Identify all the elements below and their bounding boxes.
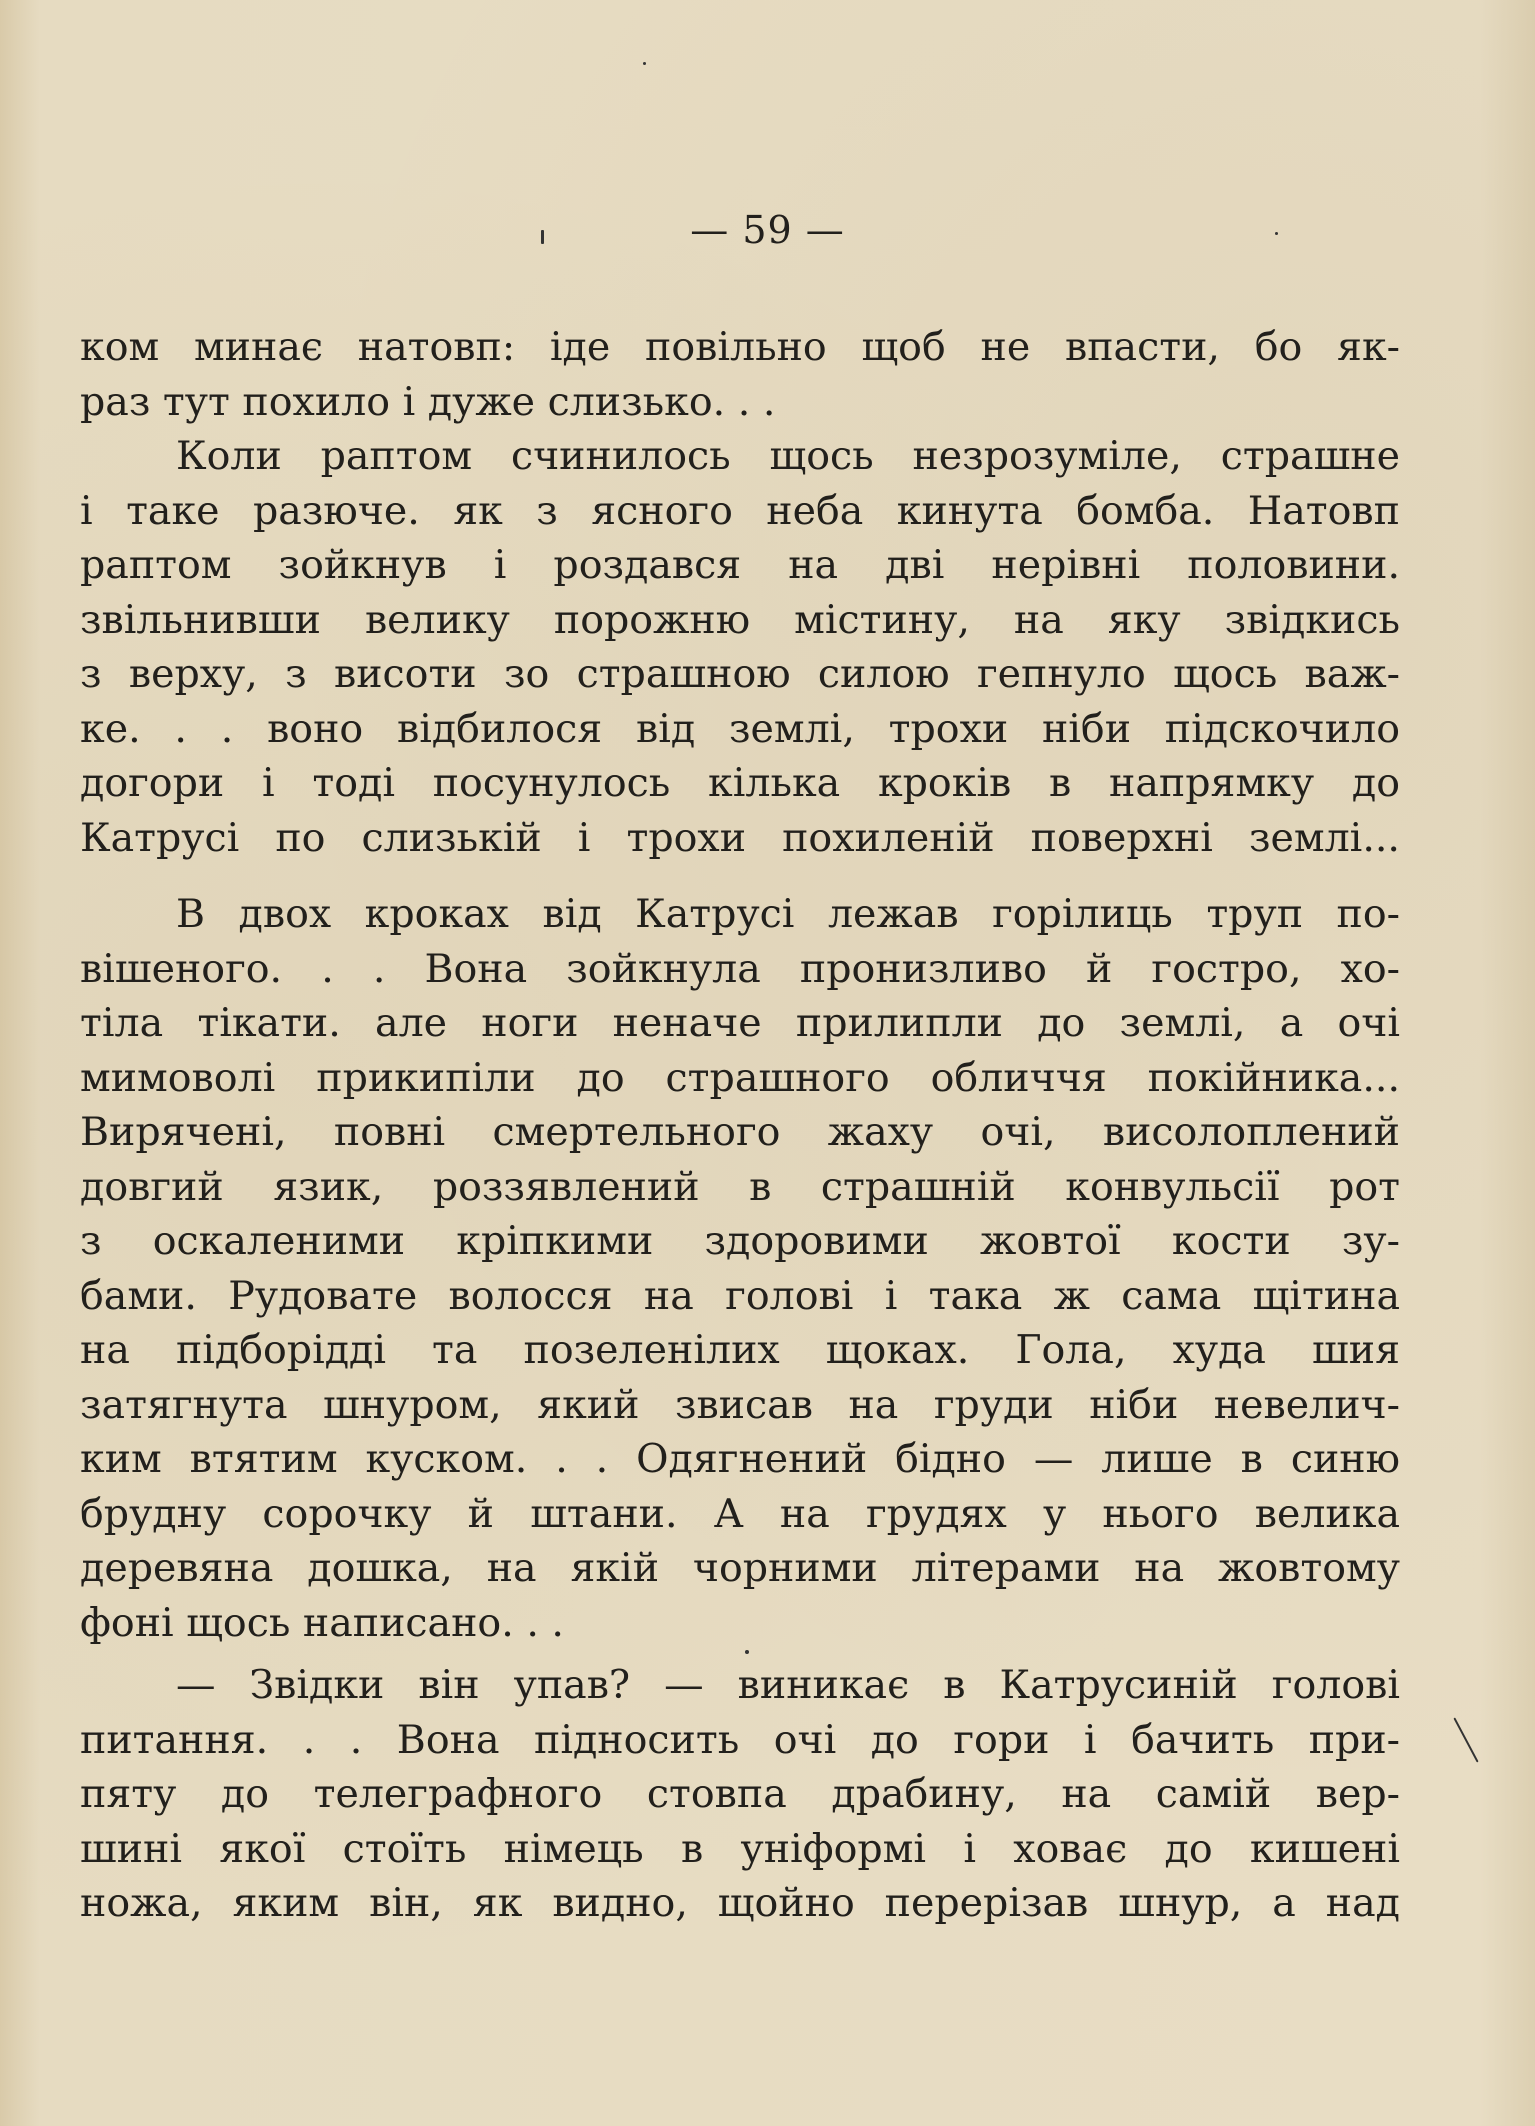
paragraph	[80, 1658, 1400, 1931]
print-speck	[541, 230, 544, 244]
text-line: і таке разюче. як з ясного неба кинута бомба. Натовп	[80, 487, 1400, 534]
text-line: ким втятим куском. . . Одягнений бідно — лише в синю	[80, 1436, 1400, 1482]
print-speck	[1453, 1717, 1478, 1762]
text-line: бами. Рудовате волосся на голові і така ж сама щітина	[80, 1272, 1400, 1319]
body-text	[80, 320, 1400, 1931]
text-line: довгий язик, роззявлений в страшній конвульсії рот	[80, 1163, 1400, 1210]
paragraph-gap	[80, 1650, 1400, 1658]
text-line: Вирячені, повні смертельного жаху очі, висолоплений	[80, 1109, 1400, 1155]
text-line: затягнута шнуром, який звисав на груди ніби невелич-	[80, 1381, 1400, 1428]
text-line: мимоволі прикипіли до страшного обличчя покійника...	[80, 1054, 1400, 1101]
paragraph	[80, 320, 1400, 429]
text-line: шині якої стоїть німець в уніформі і ховає до кишені	[80, 1825, 1400, 1872]
text-line: раптом зойкнув і роздався на дві нерівні половини.	[80, 542, 1400, 588]
text-line: на підборідді та позеленілих щоках. Гола, худа шия	[80, 1327, 1400, 1373]
text-line: — Звідки він упав? — виникає в Катрусиній голові	[176, 1662, 1400, 1708]
text-line: ке. . . воно відбилося від землі, трохи ніби підскочило	[80, 705, 1400, 752]
text-line: пяту до телеграфного стовпа драбину, на самій вер-	[80, 1771, 1400, 1817]
paragraph	[80, 429, 1400, 865]
print-speck	[643, 62, 646, 65]
text-line: Коли раптом счинилось щось незрозуміле, страшне	[176, 433, 1400, 479]
print-speck	[745, 1650, 749, 1654]
text-line: ножа, яким він, як видно, щойно перерізав шнур, а над	[80, 1880, 1400, 1926]
paragraph	[80, 887, 1400, 1650]
text-line: раз тут похило і дуже слизько. . .	[80, 378, 776, 425]
print-speck	[1275, 232, 1278, 235]
text-line: Катрусі по слизькій і трохи похиленій поверхні землі...	[80, 814, 1400, 861]
text-line: питання. . . Вона підносить очі до гори і бачить при-	[80, 1716, 1400, 1763]
text-line: з оскаленими кріпкими здоровими жовтої кости зу-	[80, 1218, 1400, 1264]
text-line: тіла тікати. але ноги неначе прилипли до землі, а очі	[80, 1000, 1400, 1046]
text-line: догори і тоді посунулось кілька кроків в напрямку до	[80, 760, 1400, 806]
text-line: фоні щось написано. . .	[80, 1599, 564, 1646]
text-line: вішеного. . . Вона зойкнула пронизливо й гостро, хо-	[80, 945, 1400, 992]
text-line: деревяна дошка, на якій чорними літерами на жовтому	[80, 1545, 1400, 1591]
text-line: В двох кроках від Катрусі лежав горілиць труп по-	[176, 891, 1400, 937]
text-line: з верху, з висоти зо страшною силою гепнуло щось важ-	[80, 651, 1400, 697]
page-number: — 59 —	[690, 208, 845, 252]
text-line: брудну сорочку й штани. А на грудях у нього велика	[80, 1490, 1400, 1537]
paragraph-gap	[80, 865, 1400, 887]
text-line: ком минає натовп: іде повільно щоб не впасти, бо як-	[80, 324, 1400, 370]
text-line: звільнивши велику порожню містину, на яку звідкись	[80, 596, 1400, 643]
